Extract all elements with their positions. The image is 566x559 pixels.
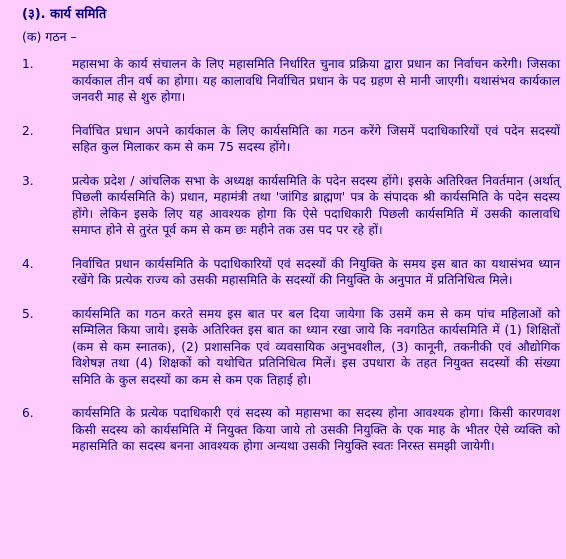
- item-number: 2.: [22, 123, 34, 138]
- sub-heading: (क) गठन –: [22, 29, 77, 44]
- item-text: महासभा के कार्य संचालन के लिए महासमिति निर्धारित चुनाव प्रक्रिया द्वारा प्रधान का निर्वाचन करेगी। जिसका कार्यकाल तीन वर्ष का होगा। यह कालावधि निर्वाचित प्रधान के पद ग्रहण से मानी जाएगी। यथासंभव कार्यकाल जनवरी माह से शुरु होगा।: [72, 57, 560, 104]
- item-text: कार्यसमिति का गठन करते समय इस बात पर बल दिया जायेगा कि उसमें कम से कम पांच महिलाओं को सम्मिलित किया जाये। इसके अतिरिक्त इस बात का ध्यान रखा जाये कि नवगठित कार्यसमिति में (1) शिक्षितों (कम से कम स्नातक), (2) प्रशासनिक एवं व्यवसायिक अनुभवशील, (3) कानूनी, तकनीकी एवं औद्योगिक विशेषज्ञ तथा (4) शिक्षकों को यथोचित प्रतिनिधित्व मिलें। इस उपधारा के तहत नियुक्त सदस्यों की संख्या समिति के कुल सदस्यों का कम से कम एक तिहाई हो।: [72, 306, 560, 387]
- item-text: कार्यसमिति के प्रत्येक पदाधिकारी एवं सदस्य को महासभा का सदस्य होना आवश्यक होगा। किसी कारणवश किसी सदस्य को कार्यसमिति में नियुक्त किया जाये तो उसकी नियुक्ति के एक माह के भीतर ऐसे व्यक्ति को महासमिति का सदस्य बनना आवश्यक होगा अन्यथा उसकी नियुक्ति स्वतः निरस्त समझी जायेगी।: [72, 406, 560, 453]
- item-text: निर्वाचित प्रधान कार्यसमिति के पदाधिकारियों एवं सदस्यों की नियुक्ति के समय इस बात का यथासंभव ध्यान रखेंगे कि प्रत्येक राज्य को उसकी महासमिति के सदस्यों की नियुक्ति के अनुपात में प्रतिनिधित्व मिले।: [72, 256, 560, 287]
- list-item: [22, 405, 560, 455]
- item-number: 4.: [22, 256, 34, 271]
- item-number: 3.: [22, 173, 34, 188]
- item-number: 6.: [22, 406, 34, 420]
- item-text: निर्वाचित प्रधान अपने कार्यकाल के लिए कार्यसमिति का गठन करेंगे जिसमें पदाधिकारियों एवं पदेन सदस्यों सहित कुल मिलाकर कम से कम 75 सदस्य होंगे।: [72, 123, 560, 154]
- item-number: 1.: [22, 57, 34, 71]
- section-title: (३). कार्य समिति: [22, 7, 107, 22]
- list-item: [22, 256, 560, 289]
- item-text: प्रत्येक प्रदेश / आंचलिक सभा के अध्यक्ष कार्यसमिति के पदेन सदस्य होंगे। इसके अतिरिक्त निवर्तमान (अर्थात् पिछली कार्यसमिति के) प्रधान, महामंत्री तथा 'जांगिड ब्राह्मण' पत्र के संपादक श्री कार्यसमिति के पदेन सदस्य होंगे। लेकिन इसके लिए यह आवश्यक होगा कि ऐसे पदाधिकारी पिछली कार्यसमिति में उसकी कालावधि समाप्त होने से तुरंत पूर्व कम से कम छः महीने तक उस पद पर रहे हों।: [72, 173, 560, 237]
- list-item: [22, 123, 560, 156]
- list-item: [22, 56, 560, 106]
- list-item: [22, 173, 560, 239]
- list-item: [22, 306, 560, 389]
- item-number: 5.: [22, 306, 34, 321]
